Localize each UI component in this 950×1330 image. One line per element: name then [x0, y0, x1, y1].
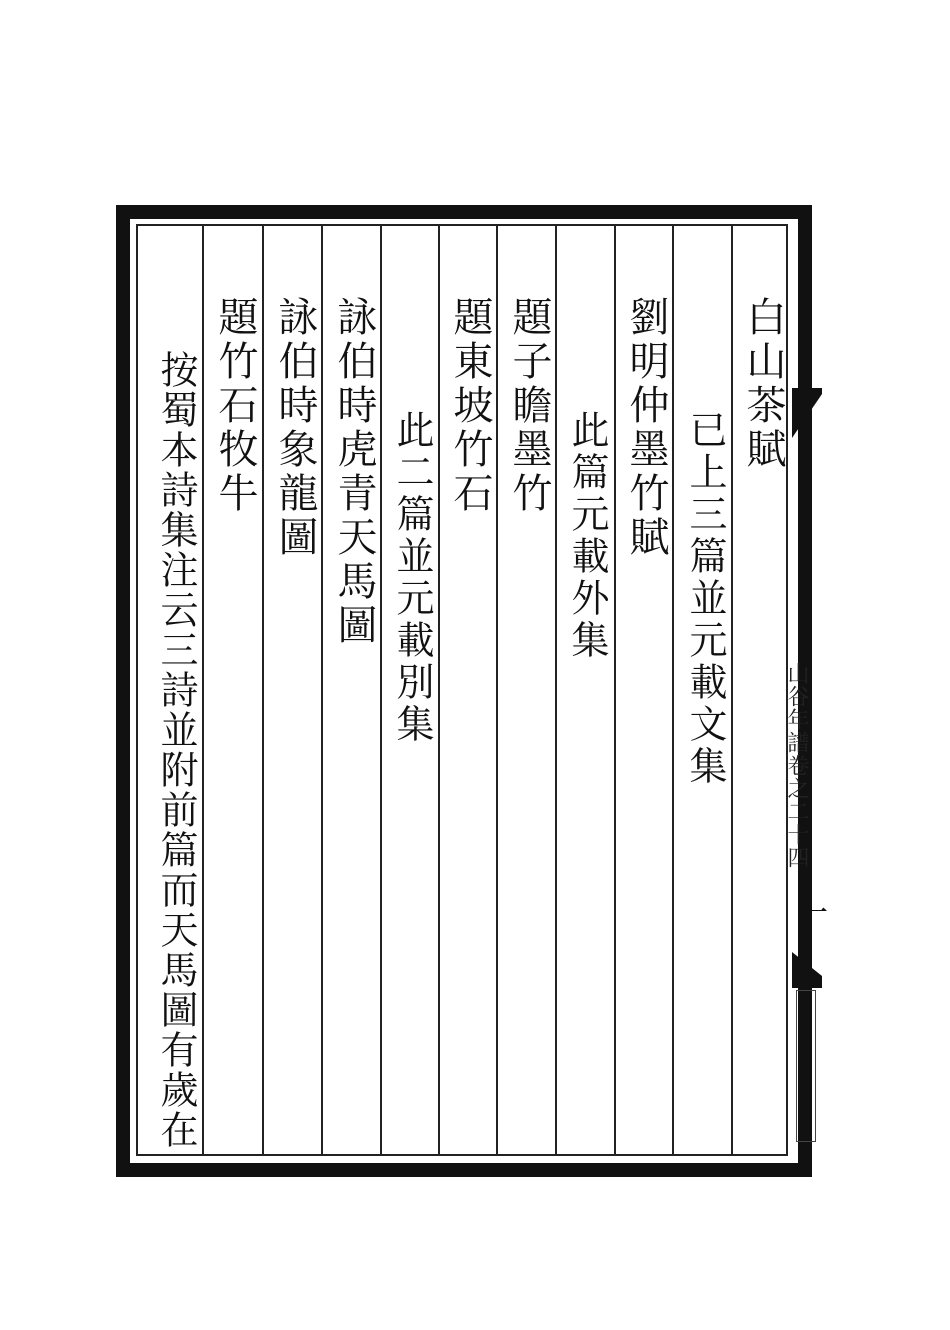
leaf-number: 一 — [798, 896, 828, 931]
entry-title: 詠伯時象龍圖 — [272, 296, 318, 560]
fishtail-bottom-mark — [792, 952, 822, 988]
entry-title: 白山茶賦 — [740, 296, 786, 472]
block-mouth-lower — [796, 990, 816, 1142]
commentary-text: 按蜀本詩集注云三詩並附前篇而天馬圖有歲在 — [154, 350, 198, 1150]
entry-note: 此篇元載外集 — [565, 410, 609, 662]
entry-title: 劉明仲墨竹賦 — [623, 296, 669, 560]
entry-title: 題東坡竹石 — [447, 296, 493, 516]
running-title: 山谷年譜卷之二十四 — [784, 662, 809, 869]
entry-note: 此二篇並元載別集 — [390, 410, 434, 746]
column-rule — [614, 224, 616, 1156]
entry-title: 題竹石牧牛 — [212, 296, 258, 516]
entry-title: 詠伯時虎青天馬圖 — [331, 296, 377, 648]
entry-title: 題子瞻墨竹 — [506, 296, 552, 516]
entry-note: 已上三篇並元載文集 — [683, 410, 727, 788]
